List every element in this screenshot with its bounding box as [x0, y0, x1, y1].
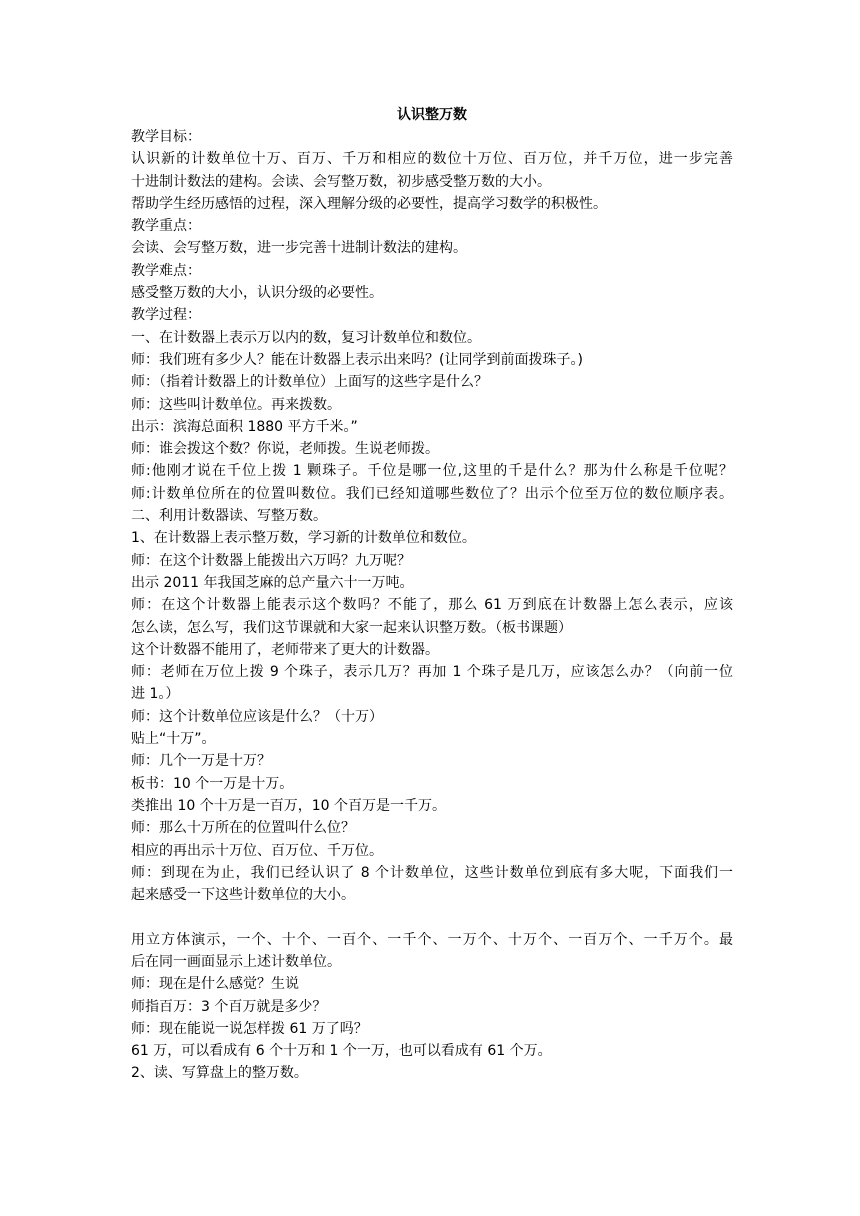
text-line: 师：在这个计数器上能表示这个数吗？不能了，那么 61 万到底在计数器上怎么表示，应该	[131, 597, 733, 614]
text-line: 相应的再出示十万位、百万位、千万位。	[131, 842, 383, 859]
text-line: 2、读、写算盘上的整万数。	[131, 1065, 308, 1082]
text-line: 教学目标：	[131, 129, 201, 145]
text-line: 师：老师在万位上拨 9 个珠子，表示几万？再加 1 个珠子是几万，应该怎么办？（向前一位	[131, 664, 733, 681]
text-line: 二、利用计数器读、写整万数。	[131, 508, 327, 525]
text-line: 师：那么十万所在的位置叫什么位？	[131, 820, 355, 837]
text-line: 教学过程：	[131, 307, 201, 324]
text-line: 61 万，可以看成有 6 个十万和 1 个一万，也可以看成有 61 个万。	[131, 1043, 552, 1060]
text-line: 师：现在是什么感觉？生说	[131, 976, 299, 993]
text-line: 教学难点：	[131, 262, 201, 279]
text-line: 师：谁会拨这个数？你说，老师拨。生说老师拨。	[131, 441, 439, 458]
text-line: 用立方体演示，一个、十个、一百个、一千个、一万个、十万个、一百万个、一千万个。最	[131, 931, 733, 948]
text-line: 师：我们班有多少人？能在计数器上表示出来吗？(让同学到前面拨珠子。)	[131, 351, 583, 368]
text-line: 师:他刚才说在千位上拨 1 颗珠子。千位是哪一位,这里的千是什么？那为什么称是千位呢？	[131, 463, 733, 480]
document-page	[131, 104, 733, 1085]
text-line: 师：现在能说一说怎样拨 61 万了吗？	[131, 1020, 368, 1037]
text-line: 十进制计数法的建构。会读、会写整万数，初步感受整万数的大小。	[131, 173, 551, 190]
text-line: 后在同一画面显示上述计数单位。	[131, 953, 341, 970]
text-line: 教学重点：	[131, 218, 201, 235]
text-line: 感受整万数的大小，认识分级的必要性。	[131, 285, 383, 302]
text-line: 师：（指着计数器上的计数单位）上面写的这些字是什么？	[131, 374, 488, 391]
text-line: 认识新的计数单位十万、百万、千万和相应的数位十万位、百万位，并千万位，进一步完善	[131, 151, 733, 168]
text-line: 师：到现在为止，我们已经认识了 8 个计数单位，这些计数单位到底有多大呢，下面我们一	[131, 864, 733, 881]
text-line: 贴上“十万”。	[131, 731, 216, 748]
text-line: 类推出 10 个十万是一百万，10 个百万是一千万。	[131, 797, 446, 814]
text-line: 怎么读，怎么写，我们这节课就和大家一起来认识整万数。（板书课题）	[131, 619, 572, 636]
text-line: 师指百万：3 个百万就是多少？	[131, 998, 327, 1015]
text-line: 这个计数器不能用了，老师带来了更大的计数器。	[131, 641, 439, 658]
text-line: 一、在计数器上表示万以内的数，复习计数单位和数位。	[131, 329, 481, 346]
text-line: 起来感受一下这些计数单位的大小。	[131, 887, 355, 904]
text-line: 师：在这个计数器上能拨出六万吗？九万呢？	[131, 552, 411, 569]
text-line: 1、在计数器上表示整万数，学习新的计数单位和数位。	[131, 530, 476, 547]
text-line: 板书：10 个一万是十万。	[131, 775, 294, 792]
document-title: 认识整万数	[397, 107, 467, 123]
text-line: 师：这些叫计数单位。再来拨数。	[131, 396, 341, 413]
text-line: 师：这个计数单位应该是什么？（十万）	[131, 708, 383, 725]
document-body	[131, 126, 733, 1085]
text-line: 进 1。）	[131, 686, 180, 703]
text-line: 帮助学生经历感悟的过程，深入理解分级的必要性，提高学习数学的积极性。	[131, 195, 607, 212]
text-line	[131, 906, 733, 928]
text-line: 出示 2011 年我国芝麻的总产量六十一万吨。	[131, 574, 414, 591]
text-line: 师:计数单位所在的位置叫数位。我们已经知道哪些数位了？出示个位至万位的数位顺序表。	[131, 485, 733, 502]
text-line: 出示：滨海总面积 1880 平方千米。”	[131, 418, 358, 435]
text-line: 师：几个一万是十万？	[131, 753, 271, 770]
text-line: 会读、会写整万数，进一步完善十进制计数法的建构。	[131, 240, 467, 257]
